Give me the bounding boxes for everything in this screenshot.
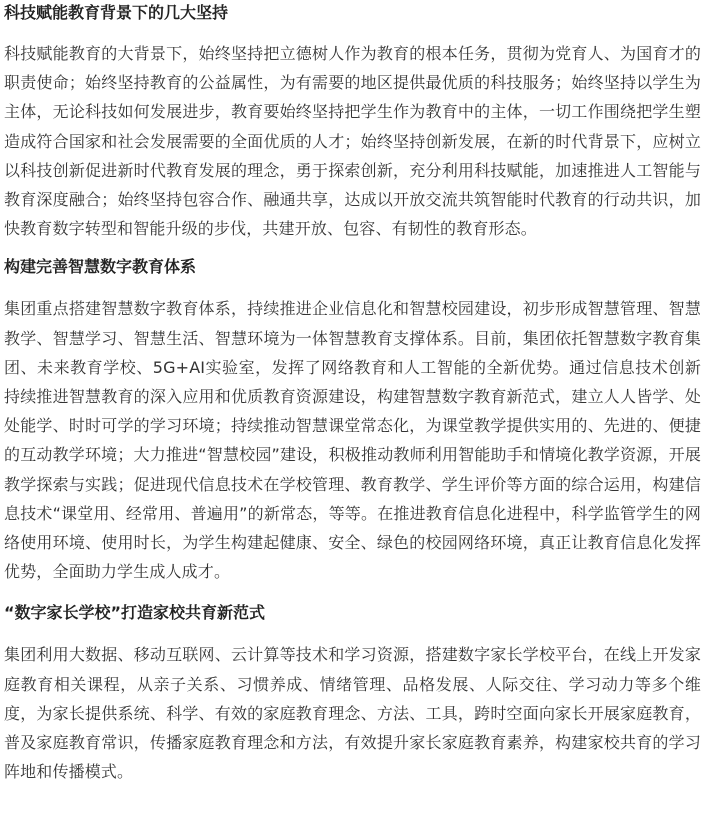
article <box>0 2 701 786</box>
section-body-tech-empowerment: 科技赋能教育的大背景下，始终坚持把立德树人作为教育的根本任务，贯彻为党育人、为国育才的职责使命；始终坚持教育的公益属性，为有需要的地区提供最优质的科技服务；始终坚持以学生为主体，无论科技如何发展进步，教育要始终坚持把学生作为教育中的主体，一切工作围绕把学生塑造成符合国家和社会发展需要的全面优质的人才；始终坚持创新发展，在新的时代背景下，应树立以科技创新促进新时代教育发展的理念，勇于探索创新，充分利用科技赋能，加速推进人工智能与教育深度融合；始终坚持包容合作、融通共享，达成以开放交流共筑智能时代教育的行动共识，加快教育数字转型和智能升级的步伐，共建开放、包容、有韧性的教育形态。 <box>4 44 701 239</box>
section-heading-digital-parent-school: “数字家长学校”打造家校共育新范式 <box>4 603 266 623</box>
section-heading-tech-empowerment: 科技赋能教育背景下的几大坚持 <box>4 3 229 22</box>
section-body-digital-parent-school: 集团利用大数据、移动互联网、云计算等技术和学习资源，搭建数字家长学校平台，在线上开发家庭教育相关课程，从亲子关系、习惯养成、情绪管理、品格发展、人际交往、学习动力等多个维度，为家长提供系统、科学、有效的家庭教育理念、方法、工具，跨时空面向家长开展家庭教育，普及家庭教育常识，传播家庭教育理念和方法，有效提升家长家庭教育素养，构建家校共育的学习阵地和传播模式。 <box>4 645 701 782</box>
section-heading-smart-education-system: 构建完善智慧数字教育体系 <box>4 257 197 277</box>
section-body-smart-education-system: 集团重点搭建智慧数字教育体系，持续推进企业信息化和智慧校园建设，初步形成智慧管理、智慧教学、智慧学习、智慧生活、智慧环境为一体智慧教育支撑体系。目前，集团依托智慧数字教育集团、未来教育学校、5G+AI实验室，发挥了网络教育和人工智能的全新优势。通过信息技术创新持续推进智慧教育的深入应用和优质教育资源建设，构建智慧数字教育新范式，建立人人皆学、处处能学、时时可学的学习环境；持续推动智慧课堂常态化，为课堂教学提供实用的、先进的、便捷的互动教学环境；大力推进“智慧校园”建设，积极推动教师利用智能助手和情境化教学资源，开展教学探索与实践；促进现代信息技术在学校管理、教育教学、学生评价等方面的综合运用，构建信息技术“课堂用、经常用、普遍用”的新常态，等等。在推进教育信息化进程中，科学监管学生的网络使用环境、使用时长，为学生构建起健康、安全、绿色的校园网络环境，真正让教育信息化发挥优势，全面助力学生成人成才。 <box>4 299 701 582</box>
